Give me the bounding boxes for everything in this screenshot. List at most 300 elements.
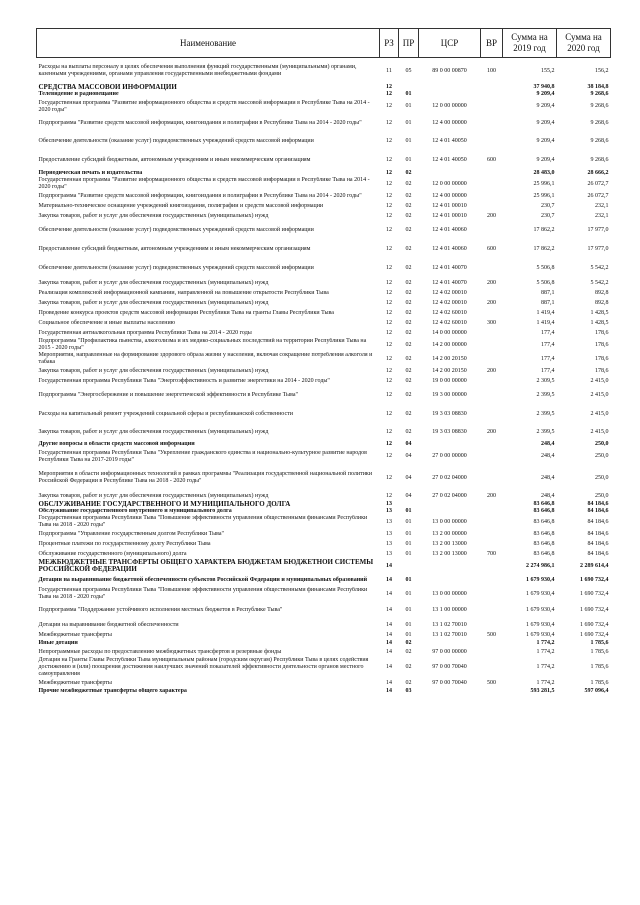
cell-name: Дотации на выравнивание бюджетной обеспеченности xyxy=(38,621,179,628)
cell-s2020: 1 690 732,4 xyxy=(580,576,609,583)
cell-rz: 12 xyxy=(386,299,392,306)
cell-s2019: 177,4 xyxy=(541,329,555,336)
cell-vr: 200 xyxy=(487,212,496,219)
cell-s2020: 1 428,5 xyxy=(590,319,609,326)
cell-vr: 100 xyxy=(487,67,496,74)
table-row xyxy=(37,58,611,85)
cell-s2019: 1 679 930,4 xyxy=(526,631,555,638)
cell-csr: 14 0 00 00000 xyxy=(432,329,467,336)
cell-pr: 02 xyxy=(405,319,412,326)
cell-csr: 14 2 00 00000 xyxy=(432,341,467,348)
cell-s2019: 248,4 xyxy=(541,492,555,499)
cell-pr: 02 xyxy=(405,192,412,199)
cell-vr xyxy=(481,98,503,115)
cell-s2019: 1 774,2 xyxy=(536,640,555,646)
cell-rz: 12 xyxy=(386,84,392,90)
cell-s2020: 1 785,6 xyxy=(590,648,609,655)
cell-name: Подпрограмма "Поддержание устойчивого исполнения местных бюджетов в Республике Тыва" xyxy=(38,607,283,613)
cell-vr xyxy=(481,259,503,278)
cell-rz: 12 xyxy=(386,120,392,126)
table-row xyxy=(37,386,611,405)
cell-s2019: 1 679 930,4 xyxy=(526,590,555,597)
cell-csr: 12 4 01 40070 xyxy=(432,265,467,271)
header-sum-2019: Сумма на 2019 год xyxy=(503,29,557,58)
cell-name: Государственная программа "Развитие информационного общества и средств массовой информации в Республике Тыва на 2014 - 2020 годы" xyxy=(38,99,370,113)
table-row xyxy=(37,318,611,328)
cell-s2020: 1 428,5 xyxy=(590,309,609,316)
cell-vr xyxy=(481,508,503,515)
cell-s2019: 17 862,2 xyxy=(533,227,555,233)
table-row xyxy=(37,328,611,338)
cell-s2020: 38 184,8 xyxy=(587,84,609,90)
cell-name: Процентные платежи по государственному долгу Республики Тыва xyxy=(38,540,211,547)
cell-pr: 02 xyxy=(405,377,412,384)
cell-rz: 12 xyxy=(386,341,392,348)
table-row xyxy=(37,211,611,221)
cell-pr: 01 xyxy=(405,576,412,583)
cell-vr xyxy=(481,170,503,177)
cell-s2019: 83 646,8 xyxy=(533,518,555,525)
cell-csr xyxy=(419,559,481,573)
cell-name: МЕЖБЮДЖЕТНЫЕ ТРАНСФЕРТЫ ОБЩЕГО ХАРАКТЕРА БЮДЖЕТАМ БЮДЖЕТНОЙ СИСТЕМЫ РОССИЙСКОЙ ФЕДЕРАЦИИ xyxy=(38,559,374,573)
cell-vr xyxy=(481,647,503,657)
cell-pr: 02 xyxy=(405,180,412,187)
cell-name: Другие вопросы в области средств массовой информации xyxy=(38,441,195,447)
cell-pr: 01 xyxy=(405,91,412,97)
cell-vr: 500 xyxy=(487,631,496,638)
cell-s2019: 37 940,8 xyxy=(533,84,555,90)
cell-s2020: 1 690 732,4 xyxy=(580,607,609,613)
cell-csr: 13 1 02 70010 xyxy=(432,631,467,638)
cell-csr xyxy=(419,170,481,177)
cell-csr xyxy=(419,501,481,508)
cell-rz: 12 xyxy=(386,492,392,499)
cell-vr xyxy=(481,688,503,695)
cell-csr: 12 4 00 00000 xyxy=(432,192,467,199)
cell-pr: 02 xyxy=(405,265,412,271)
cell-s2020: 250,0 xyxy=(595,492,609,499)
header-pr: ПР xyxy=(399,29,419,58)
cell-vr xyxy=(481,308,503,318)
cell-name: Подпрограмма "Профилактика пьянства, алкоголизма и их медико-социальных последствий на территории Республики Тыва на 2015 - 2020 годы" xyxy=(38,338,367,351)
cell-rz: 14 xyxy=(386,648,392,655)
cell-vr xyxy=(481,386,503,405)
table-row xyxy=(37,338,611,352)
cell-s2020: 17 977,0 xyxy=(587,246,609,252)
cell-vr xyxy=(481,405,503,424)
cell-csr: 12 4 01 40060 xyxy=(432,227,467,233)
cell-s2020: 1 785,6 xyxy=(590,679,609,686)
cell-name: Подпрограмма "Управление государственным долгом Республики Тыва" xyxy=(38,530,225,537)
cell-name: Государственная антиалкогольная программа Республики Тыва на 2014 - 2020 годы xyxy=(38,329,252,336)
cell-vr: 700 xyxy=(487,550,496,557)
cell-pr xyxy=(399,559,419,573)
cell-rz: 12 xyxy=(386,441,392,447)
cell-s2019: 593 281,5 xyxy=(530,688,555,694)
cell-s2019: 2 309,5 xyxy=(536,377,555,384)
cell-csr: 12 4 02 60010 xyxy=(432,319,467,326)
cell-rz: 12 xyxy=(386,192,392,199)
cell-s2020: 5 542,2 xyxy=(590,265,609,271)
cell-name: Обслуживание государственного внутреннего и муниципального долга xyxy=(38,508,232,514)
cell-s2020: 250,0 xyxy=(595,474,609,481)
cell-pr: 02 xyxy=(405,648,412,655)
cell-s2020: 892,8 xyxy=(595,299,609,306)
cell-rz: 12 xyxy=(386,103,392,109)
cell-name: Государственная программа Республики Тыва "Повышение эффективности управления общественными финансами Республики Тыва на 2018 - 2020 годы" xyxy=(38,515,368,528)
cell-csr xyxy=(419,508,481,515)
cell-name: Межбюджетные трансферты xyxy=(38,631,112,638)
cell-name: Государственная программа Республики Тыва "Укрепление гражданского единства и национально-культурное развитие народов Республики Тыва на 2017-2019 годы" xyxy=(38,449,367,463)
cell-s2020: 9 268,6 xyxy=(590,91,609,97)
cell-vr xyxy=(481,515,503,529)
cell-pr: 02 xyxy=(405,170,412,176)
cell-pr: 04 xyxy=(405,492,412,499)
cell-rz: 12 xyxy=(386,329,392,336)
cell-csr: 13 1 02 70010 xyxy=(432,621,467,628)
cell-rz: 12 xyxy=(386,319,392,326)
cell-vr xyxy=(481,620,503,630)
cell-s2019: 1 774,2 xyxy=(536,679,555,686)
budget-table-page xyxy=(36,28,610,695)
table-row xyxy=(37,441,611,448)
cell-pr: 03 xyxy=(405,688,412,694)
cell-s2020: 1 690 732,4 xyxy=(580,621,609,628)
table-row xyxy=(37,98,611,115)
table-row xyxy=(37,298,611,308)
cell-s2020: 84 184,6 xyxy=(587,530,609,537)
cell-s2019: 1 774,2 xyxy=(536,648,555,655)
cell-name: Обеспечение деятельности (оказание услуг) подведомственных учреждений средств массовой информации xyxy=(38,227,314,233)
cell-vr xyxy=(481,441,503,448)
cell-pr: 02 xyxy=(405,309,412,316)
cell-rz: 12 xyxy=(386,474,392,481)
table-row xyxy=(37,91,611,98)
cell-name: Телевидение и радиовещание xyxy=(38,91,119,97)
cell-s2020: 232,1 xyxy=(595,212,609,219)
budget-table xyxy=(36,28,611,695)
cell-csr: 97 0 00 00000 xyxy=(432,648,467,655)
table-row xyxy=(37,678,611,688)
cell-s2019: 177,4 xyxy=(541,355,555,362)
cell-s2019: 1 679 930,4 xyxy=(526,607,555,613)
cell-s2020: 9 268,6 xyxy=(590,157,609,163)
cell-pr: 01 xyxy=(405,508,412,514)
cell-pr: 01 xyxy=(405,540,412,547)
cell-rz: 12 xyxy=(386,180,392,187)
cell-rz: 14 xyxy=(386,640,392,646)
cell-pr: 01 xyxy=(405,518,412,525)
cell-vr xyxy=(481,201,503,211)
table-row xyxy=(37,376,611,386)
cell-name: Государственная программа "Развитие информационного общества и средств массовой информации в Республике Тыва на 2014 - 2020 годы" xyxy=(38,177,370,190)
cell-vr xyxy=(481,338,503,352)
cell-pr: 05 xyxy=(405,67,412,74)
cell-s2020: 9 268,6 xyxy=(590,120,609,126)
cell-s2019: 28 483,0 xyxy=(533,170,555,176)
cell-vr: 600 xyxy=(487,157,496,163)
cell-s2019: 248,4 xyxy=(541,453,555,459)
cell-s2020: 1 690 732,4 xyxy=(580,631,609,638)
table-row xyxy=(37,587,611,601)
cell-pr xyxy=(399,501,419,508)
table-row xyxy=(37,151,611,170)
cell-pr: 02 xyxy=(405,429,412,435)
cell-s2019: 177,4 xyxy=(541,341,555,348)
cell-pr: 04 xyxy=(405,474,412,481)
table-row xyxy=(37,115,611,132)
cell-rz: 12 xyxy=(386,355,392,362)
cell-rz: 12 xyxy=(386,212,392,219)
cell-pr: 02 xyxy=(405,392,412,398)
cell-s2020: 2 289 614,4 xyxy=(580,562,609,569)
table-row xyxy=(37,688,611,695)
cell-pr: 01 xyxy=(405,138,412,144)
cell-s2019: 2 399,5 xyxy=(536,392,555,398)
cell-s2019: 9 209,4 xyxy=(536,138,555,144)
table-row xyxy=(37,465,611,491)
table-row xyxy=(37,539,611,549)
header-rz: РЗ xyxy=(380,29,399,58)
cell-rz: 13 xyxy=(386,508,392,514)
cell-s2019: 1 679 930,4 xyxy=(526,576,555,583)
cell-csr: 12 4 01 40070 xyxy=(432,279,467,286)
cell-pr: 02 xyxy=(405,411,412,417)
cell-name: Мероприятия, направленные на формирование здорового образа жизни у населения, включая сокращение потребления алкоголя и табака xyxy=(38,352,373,365)
cell-vr xyxy=(481,640,503,647)
cell-pr: 02 xyxy=(405,279,412,286)
cell-name: Подпрограмма "Энергосбережение и повышение энергетической эффективности в Республике Тыва" xyxy=(38,392,298,398)
table-row xyxy=(37,640,611,647)
cell-csr: 13 0 00 00000 xyxy=(432,518,467,525)
cell-pr: 01 xyxy=(405,103,412,109)
cell-vr xyxy=(481,352,503,366)
cell-rz: 12 xyxy=(386,377,392,384)
cell-csr: 12 0 00 00000 xyxy=(432,180,467,187)
table-row xyxy=(37,308,611,318)
cell-rz: 11 xyxy=(386,67,392,74)
cell-pr: 01 xyxy=(405,590,412,597)
cell-csr: 19 3 03 08830 xyxy=(432,429,467,435)
cell-pr: 01 xyxy=(405,550,412,557)
cell-pr: 01 xyxy=(405,120,412,126)
cell-s2019: 177,4 xyxy=(541,367,555,374)
cell-pr: 02 xyxy=(405,227,412,233)
table-row xyxy=(37,366,611,376)
cell-vr xyxy=(481,376,503,386)
cell-s2020: 84 184,6 xyxy=(587,550,609,557)
cell-s2019: 9 209,4 xyxy=(536,91,555,97)
table-row xyxy=(37,601,611,620)
cell-name: Материально-техническое оснащение учреждений книгоиздания, полиграфии и средств массовой информации xyxy=(38,202,324,209)
cell-csr: 13 0 00 00000 xyxy=(432,590,467,597)
table-row xyxy=(37,132,611,151)
cell-s2019: 9 209,4 xyxy=(536,157,555,163)
cell-csr xyxy=(419,640,481,647)
table-row xyxy=(37,278,611,288)
cell-name: Расходы на капитальный ремонт учреждений социальной сферы и республиканской собственности xyxy=(38,411,293,417)
table-row xyxy=(37,657,611,678)
cell-s2019: 248,4 xyxy=(541,441,555,447)
cell-s2020: 84 184,6 xyxy=(587,501,609,507)
cell-vr xyxy=(481,221,503,240)
cell-csr xyxy=(419,441,481,448)
cell-vr xyxy=(481,191,503,201)
cell-s2019: 1 419,4 xyxy=(536,309,555,316)
cell-name: Периодическая печать и издательства xyxy=(38,170,143,176)
cell-rz: 12 xyxy=(386,429,392,435)
table-row xyxy=(37,508,611,515)
cell-name: Закупка товаров, работ и услуг для обеспечения государственных (муниципальных) нужд xyxy=(38,299,269,306)
cell-s2019: 83 646,8 xyxy=(533,540,555,547)
cell-vr xyxy=(481,601,503,620)
cell-csr xyxy=(419,91,481,98)
cell-name: Прочие межбюджетные трансферты общего характера xyxy=(38,688,187,694)
cell-name: Дотация на Гранты Главы Республики Тыва муниципальным районам (городским округам) Республики Тыва в целях содействия достижению и (или) поощрения достижения наилучших значений показателей эффективности деятельности органов местного самоуправления xyxy=(38,657,369,677)
cell-pr: 02 xyxy=(405,246,412,252)
cell-vr xyxy=(481,587,503,601)
cell-pr: 02 xyxy=(405,664,412,670)
cell-vr xyxy=(481,465,503,491)
cell-pr: 01 xyxy=(405,530,412,537)
cell-s2020: 84 184,6 xyxy=(587,508,609,514)
cell-csr xyxy=(419,573,481,587)
cell-pr: 01 xyxy=(405,157,412,163)
cell-pr: 02 xyxy=(405,355,412,362)
cell-name: Обеспечение деятельности (оказание услуг) подведомственных учреждений средств массовой информации xyxy=(38,138,314,144)
cell-s2019: 155,2 xyxy=(541,67,555,74)
cell-name: Непрограммные расходы по предоставлению межбюджетных трансфертов и резервные фонды xyxy=(38,648,282,655)
cell-s2019: 5 506,8 xyxy=(536,265,555,271)
cell-s2020: 28 666,2 xyxy=(587,170,609,176)
cell-s2020: 156,2 xyxy=(595,67,609,74)
table-row xyxy=(37,515,611,529)
table-row xyxy=(37,191,611,201)
table-header-row xyxy=(37,29,611,58)
cell-csr: 14 2 00 20150 xyxy=(432,355,467,362)
cell-s2019: 25 996,1 xyxy=(533,180,555,187)
cell-s2020: 892,8 xyxy=(595,289,609,296)
cell-rz: 12 xyxy=(386,453,392,459)
cell-s2019: 9 209,4 xyxy=(536,120,555,126)
cell-pr xyxy=(399,84,419,91)
cell-rz: 13 xyxy=(386,530,392,537)
cell-rz: 12 xyxy=(386,367,392,374)
cell-s2020: 9 268,6 xyxy=(590,138,609,144)
cell-pr: 02 xyxy=(405,367,412,374)
cell-name: Государственная программа Республики Тыва "Энергоэффективность и развитие энергетики на 2014 - 2020 годы" xyxy=(38,377,330,384)
cell-vr: 200 xyxy=(487,492,496,499)
cell-csr: 27 0 00 00000 xyxy=(432,453,467,459)
cell-vr xyxy=(481,328,503,338)
cell-vr xyxy=(481,177,503,191)
cell-csr xyxy=(419,84,481,91)
cell-s2020: 1 785,6 xyxy=(590,640,609,646)
table-row xyxy=(37,630,611,640)
cell-s2019: 25 996,1 xyxy=(533,192,555,199)
cell-csr: 12 4 02 00010 xyxy=(432,299,467,306)
cell-vr xyxy=(481,657,503,678)
cell-vr xyxy=(481,559,503,573)
cell-vr: 200 xyxy=(487,429,496,435)
cell-rz: 12 xyxy=(386,279,392,286)
cell-name: Обеспечение деятельности (оказание услуг) подведомственных учреждений средств массовой информации xyxy=(38,265,314,271)
cell-s2019: 2 274 986,1 xyxy=(526,562,555,569)
cell-vr xyxy=(481,448,503,465)
header-sum-2020: Сумма на 2020 год xyxy=(557,29,611,58)
cell-pr: 02 xyxy=(405,299,412,306)
cell-s2020: 250,0 xyxy=(595,453,609,459)
table-row xyxy=(37,288,611,298)
cell-s2020: 1 785,6 xyxy=(590,664,609,670)
cell-name: Расходы на выплаты персоналу в целях обеспечения выполнения функций государственными (муниципальными) органами, казенными учреждениями, органами управления государственными внебюджетными фондами xyxy=(38,64,357,77)
cell-s2019: 83 646,8 xyxy=(533,550,555,557)
table-row xyxy=(37,549,611,559)
cell-rz: 14 xyxy=(386,562,392,569)
cell-name: Мероприятия в области информационных технологий в рамках программы "Реализация государственной национальной политики Российской Федерации в Республике Тыва на 2018 - 2020 годы" xyxy=(38,471,373,484)
cell-s2019: 17 862,2 xyxy=(533,246,555,252)
cell-vr: 300 xyxy=(487,319,496,326)
cell-csr: 14 2 00 20150 xyxy=(432,367,467,374)
cell-vr xyxy=(481,91,503,98)
table-row xyxy=(37,620,611,630)
table-row xyxy=(37,559,611,573)
cell-pr: 04 xyxy=(405,441,412,447)
cell-rz: 12 xyxy=(386,246,392,252)
cell-pr: 02 xyxy=(405,341,412,348)
cell-s2020: 232,1 xyxy=(595,202,609,209)
cell-rz: 12 xyxy=(386,202,392,209)
cell-s2019: 1 774,2 xyxy=(536,664,555,670)
cell-s2020: 26 072,7 xyxy=(587,180,609,187)
cell-s2019: 83 646,8 xyxy=(533,501,555,507)
cell-csr: 12 4 01 40050 xyxy=(432,138,467,144)
cell-vr: 200 xyxy=(487,279,496,286)
cell-rz: 14 xyxy=(386,631,392,638)
cell-csr: 12 4 01 00010 xyxy=(432,212,467,219)
cell-name: ОБСЛУЖИВАНИЕ ГОСУДАРСТВЕННОГО И МУНИЦИПАЛЬНОГО ДОЛГА xyxy=(38,501,291,508)
cell-rz: 14 xyxy=(386,664,392,670)
table-row xyxy=(37,491,611,501)
cell-pr: 02 xyxy=(405,679,412,686)
cell-name: Подпрограмма "Развитие средств массовой информации, книгоиздания и полиграфии в Республике Тыва на 2014 - 2020 годы" xyxy=(38,120,362,126)
cell-name: Дотации на выравнивание бюджетной обеспеченности субъектов Российской Федерации и муниципальных образований xyxy=(38,576,368,583)
cell-s2020: 597 096,4 xyxy=(584,688,609,694)
cell-csr: 13 2 00 00000 xyxy=(432,530,467,537)
cell-pr: 04 xyxy=(405,453,412,459)
cell-pr: 02 xyxy=(405,212,412,219)
cell-name: Закупка товаров, работ и услуг для обеспечения государственных (муниципальных) нужд xyxy=(38,212,269,219)
cell-rz: 13 xyxy=(386,550,392,557)
table-row xyxy=(37,405,611,424)
cell-s2019: 230,7 xyxy=(541,202,555,209)
cell-s2019: 1 419,4 xyxy=(536,319,555,326)
cell-vr xyxy=(481,501,503,508)
cell-rz: 12 xyxy=(386,138,392,144)
table-row xyxy=(37,573,611,587)
table-row xyxy=(37,201,611,211)
cell-vr xyxy=(481,132,503,151)
cell-csr: 13 1 00 00000 xyxy=(432,607,467,613)
cell-csr: 97 0 00 70040 xyxy=(432,679,467,686)
cell-pr: 02 xyxy=(405,289,412,296)
header-name: Наименование xyxy=(37,29,380,58)
cell-name: Реализация комплексной информационной кампании, направленной на повышение открытости Республики Тыва xyxy=(38,289,329,296)
cell-s2020: 2 415,0 xyxy=(590,377,609,384)
cell-name: Предоставление субсидий бюджетным, автономным учреждениям и иным некоммерческим организациям xyxy=(38,246,311,252)
cell-name: Иные дотации xyxy=(38,640,78,646)
cell-s2019: 887,1 xyxy=(541,289,555,296)
